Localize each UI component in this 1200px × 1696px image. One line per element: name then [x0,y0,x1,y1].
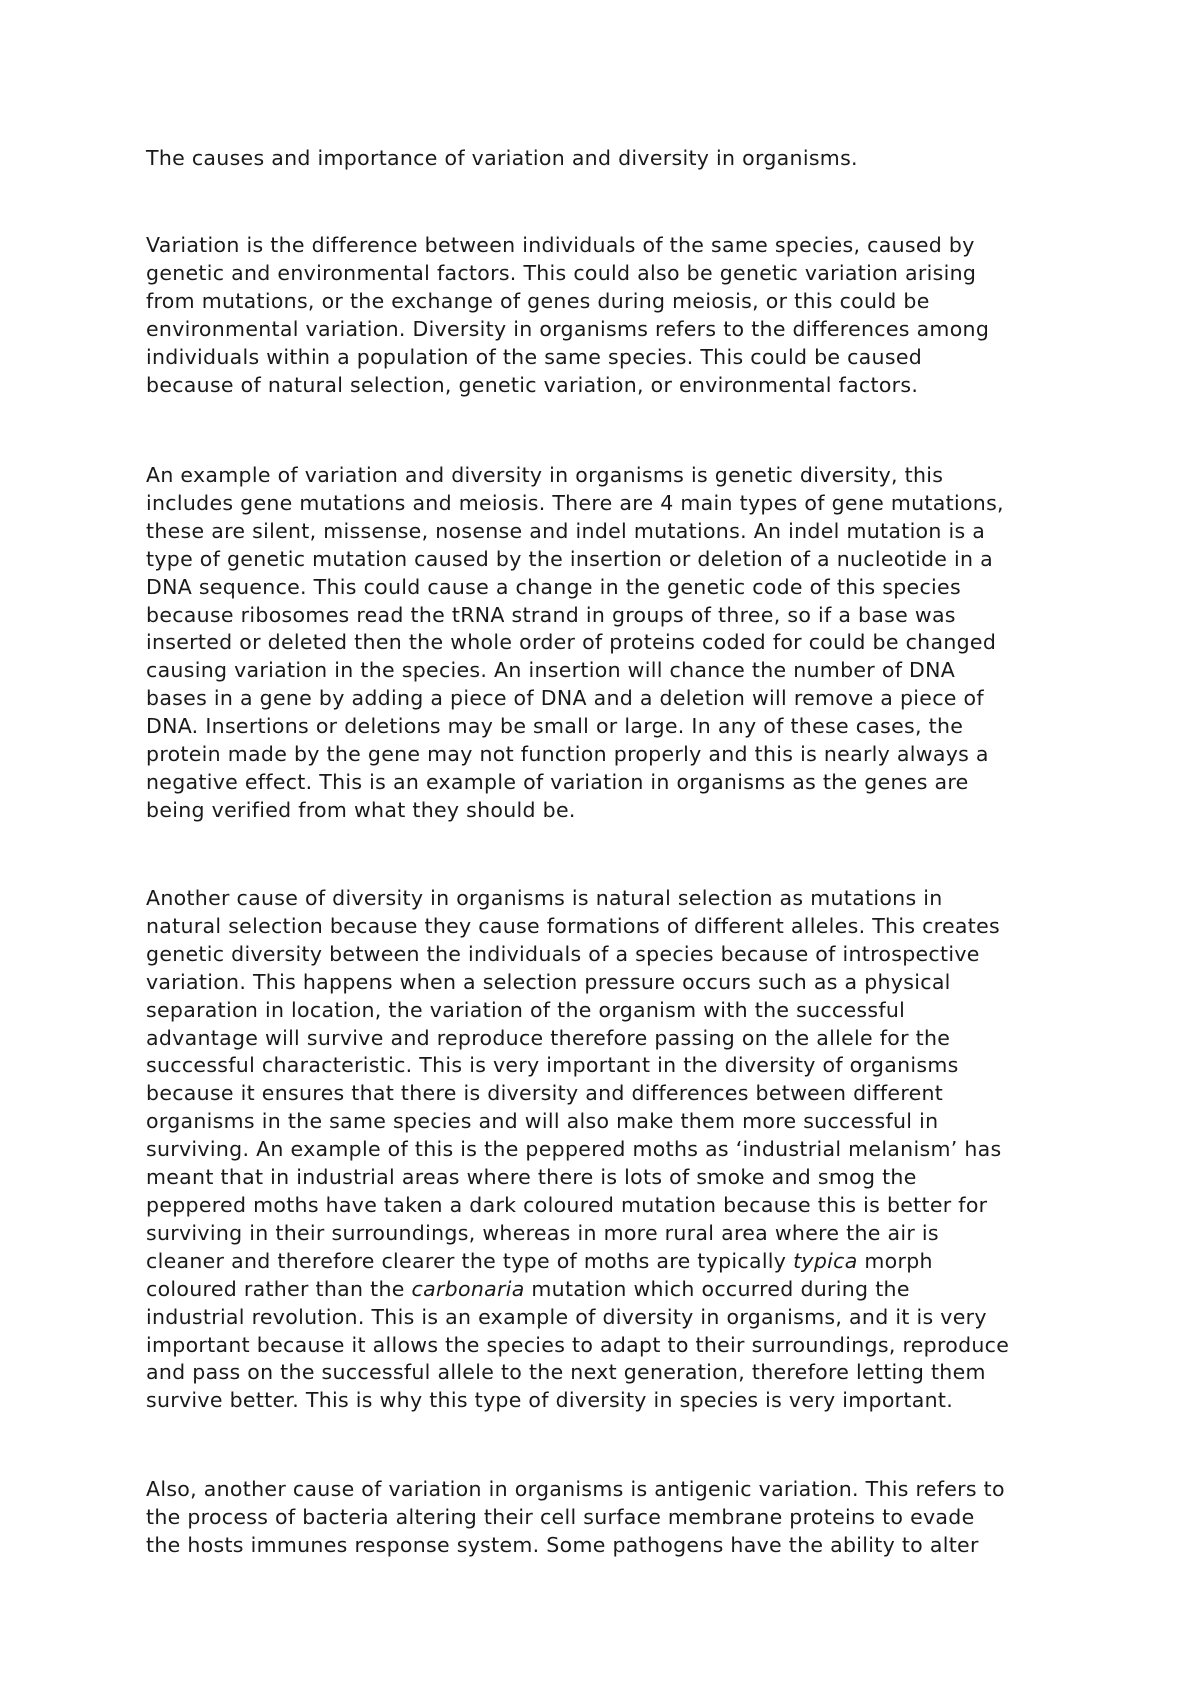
text-segment: mutation which occurred during the [524,1276,910,1301]
text-line: because ribosomes read the tRNA strand in groups of three, so if a base was [146,602,956,627]
document-title [146,145,1076,173]
text-line: the process of bacteria altering their cell surface membrane proteins to evade [146,1504,975,1529]
text-line: advantage will survive and reproduce therefore passing on the allele for the [146,1025,951,1050]
text-line: bases in a gene by adding a piece of DNA and a deletion will remove a piece of [146,686,984,711]
text-line: individuals within a population of the same species. This could be caused [146,344,923,369]
text-line: surviving in their surroundings, whereas in more rural area where the air is [146,1220,939,1245]
paragraph-antigenic-variation [146,1476,1076,1560]
text-line: the hosts immunes response system. Some pathogens have the ability to alter [146,1532,979,1557]
text-line: peppered moths have taken a dark coloured mutation because this is better for [146,1192,988,1217]
text-line: environmental variation. Diversity in organisms refers to the differences among [146,316,990,341]
text-line: because of natural selection, genetic variation, or environmental factors. [146,372,919,397]
text-line: variation. This happens when a selection pressure occurs such as a physical [146,969,951,994]
text-line: Variation is the difference between individuals of the same species, caused by [146,233,975,257]
text-line: important because it allows the species to adapt to their surroundings, reproduce [146,1332,1010,1357]
text-line: successful characteristic. This is very important in the diversity of organisms [146,1053,959,1078]
text-line: separation in location, the variation of the organism with the successful [146,997,906,1022]
paragraph-genetic-diversity [146,462,1076,825]
text-line-typica [146,1248,1076,1276]
text-segment: morph [857,1248,933,1273]
text-line: DNA sequence. This could cause a change in the genetic code of this species [146,574,961,599]
text-line: natural selection because they cause formations of different alleles. This creates [146,913,1000,938]
text-line: organisms in the same species and will also make them more successful in [146,1109,939,1134]
text-line-carbonaria [146,1276,1076,1304]
paragraph-definitions [146,232,1076,399]
text-line: these are silent, missense, nosense and indel mutations. An indel mutation is a [146,518,986,543]
text-line: Also, another cause of variation in organisms is antigenic variation. This refers to [146,1477,1005,1501]
paragraph-natural-selection [146,885,1076,1415]
text-line: protein made by the gene may not function properly and this is nearly always a [146,742,989,767]
text-line: type of genetic mutation caused by the insertion or deletion of a nucleotide in a [146,546,993,571]
text-line: and pass on the successful allele to the next generation, therefore letting them [146,1360,986,1385]
italic-term-typica: typica [793,1248,858,1273]
text-line: industrial revolution. This is an example of diversity in organisms, and it is very [146,1304,987,1329]
text-segment: cleaner and therefore clearer the type of moths are typically [146,1248,794,1273]
text-line: survive better. This is why this type of diversity in species is very important. [146,1388,954,1413]
text-line: causing variation in the species. An insertion will chance the number of DNA [146,658,956,683]
italic-term-carbonaria: carbonaria [411,1276,525,1301]
text-line: includes gene mutations and meiosis. There are 4 main types of gene mutations, [146,490,1004,515]
text-line: Another cause of diversity in organisms is natural selection as mutations in [146,886,943,910]
title-text: The causes and importance of variation and diversity in organisms. [146,146,858,170]
text-line: surviving. An example of this is the peppered moths as ‘industrial melanism’ has [146,1137,1002,1162]
text-line: An example of variation and diversity in organisms is genetic diversity, this [146,463,944,487]
text-segment: coloured rather than the [146,1276,412,1301]
text-line: because it ensures that there is diversity and differences between different [146,1081,944,1106]
text-line: from mutations, or the exchange of genes during meiosis, or this could be [146,288,930,313]
text-line: DNA. Insertions or deletions may be small or large. In any of these cases, the [146,714,964,739]
text-line: inserted or deleted then the whole order of proteins coded for could be changed [146,630,997,655]
text-line: negative effect. This is an example of variation in organisms as the genes are [146,769,969,794]
text-line: being verified from what they should be. [146,797,576,822]
text-line: genetic and environmental factors. This could also be genetic variation arising [146,260,977,285]
text-line: meant that in industrial areas where there is lots of smoke and smog the [146,1165,917,1190]
text-line: genetic diversity between the individuals of a species because of introspective [146,941,980,966]
